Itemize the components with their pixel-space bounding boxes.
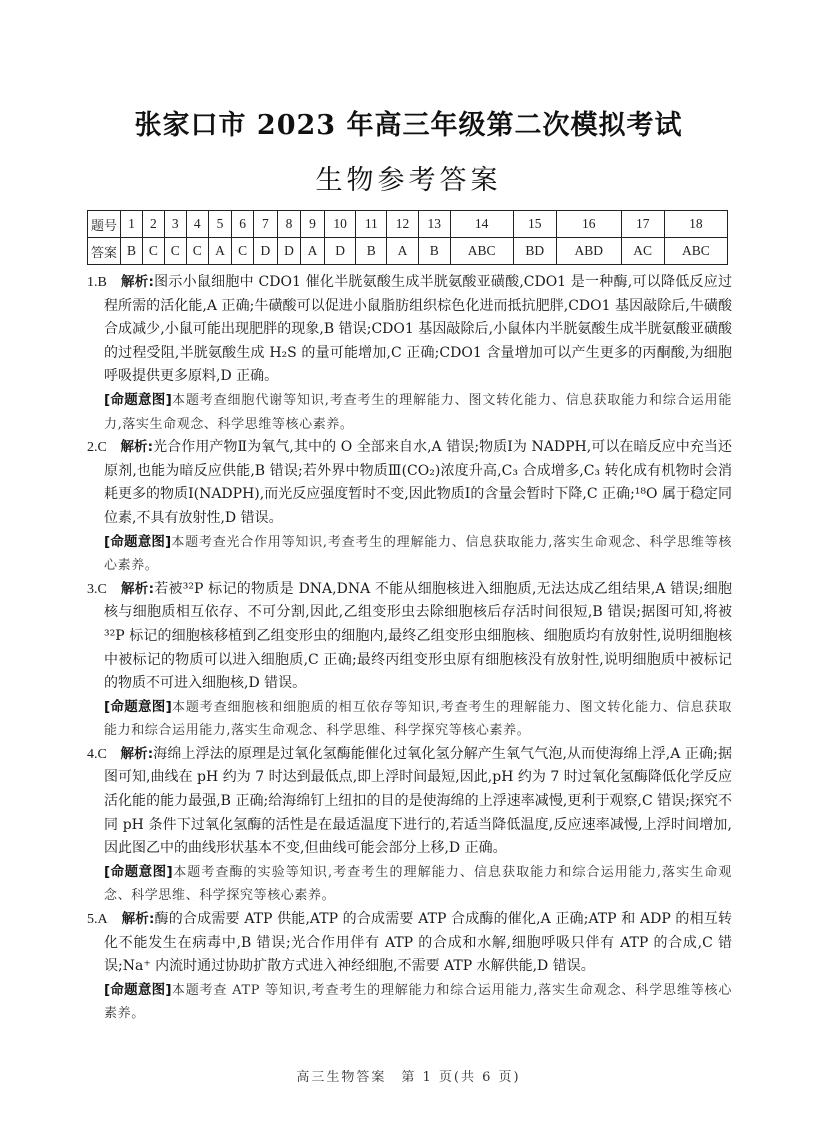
- question-number: 2.: [87, 440, 98, 456]
- page-footer: 高三生物答案 第 1 页(共 6 页): [296, 1070, 521, 1085]
- analysis-text: 海绵上浮法的原理是过氧化氢酶能催化过氧化氢分解产生氧气气泡,从而使海绵上浮,A 正确;据图可知,曲线在 pH 约为 7 时达到最低点,即上浮时间最短,因此,pH 约为 7 时过氧化氢酶降低化学反应活化能的能力最强,B 正确;给海绵钉上纽扣的目的是使海绵的上浮速率减慢,更利于观察,C 错误;探究不同 pH 条件下过氧化氢酶的活性是在最适温度下进行的,若适当降低温度,反应速率减慢,上浮时间增加,因此图乙中的曲线形状基本不变,但曲线可能会部分上移,D 正确。: [104, 745, 732, 857]
- question-number-row: [88, 211, 728, 238]
- question-explanation: [87, 743, 732, 861]
- intent-text: 本题考查酶的实验等知识,考查考生的理解能力、信息获取能力和综合运用能力,落实生命观念、科学思维、科学探究等核心素养。: [104, 864, 732, 904]
- answer-cell: ABC: [450, 238, 513, 265]
- intent-text: 本题考查光合作用等知识,考查考生的理解能力、信息获取能力,落实生命观念、科学思维等核心素养。: [104, 534, 733, 574]
- answer-cell: BD: [513, 238, 556, 265]
- intent-text: 本题考查细胞核和细胞质的相互依存等知识,考查考生的理解能力、图文转化能力、信息获取能力和综合运用能力,落实生命观念、科学思维、科学探究等核心素养。: [104, 699, 732, 739]
- question-answer: C: [97, 581, 107, 597]
- question-explanation: [87, 436, 732, 530]
- answer-cell: D: [277, 238, 301, 265]
- question-number-cell: 8: [277, 211, 301, 238]
- question-number-cell: 7: [254, 211, 278, 238]
- design-intent: [87, 389, 732, 436]
- analysis-label: 解析:: [121, 911, 155, 928]
- question-number-cell: 13: [418, 211, 450, 238]
- answer-cell: A: [208, 238, 232, 265]
- answer-cell: C: [142, 238, 164, 265]
- question-number: 3.: [87, 581, 98, 597]
- answer-cell: D: [254, 238, 278, 265]
- document-subtitle: 生物参考答案: [315, 165, 502, 196]
- question-number-cell: 11: [356, 211, 387, 238]
- question-number-cell: 10: [324, 211, 356, 238]
- analysis-text: 光合作用产物Ⅱ为氧气,其中的 O 全部来自水,A 错误;物质Ⅰ为 NADPH,可以在暗反应中充当还原剂,也能为暗反应供能,B 错误;若外界中物质Ⅲ(CO₂)浓度升高,C₃ 合成增多,C₃ 转化成有机物时会消耗更多的物质Ⅰ(NADPH),而光反应强度暂时不变,因此物质Ⅰ的含量会暂时下降,C 正确;¹⁸O 属于稳定同位素,不具有放射性,D 错误。: [104, 439, 732, 526]
- question-number-cell: 5: [208, 211, 232, 238]
- question-answer: B: [97, 275, 107, 290]
- answer-table: [87, 210, 728, 265]
- intent-label: [命题意图]: [104, 533, 172, 550]
- question-number-cell: 17: [621, 211, 664, 238]
- answer-cell: ABC: [664, 238, 727, 265]
- answer-cell: C: [164, 238, 186, 265]
- answer-row-label: 答案: [88, 238, 121, 265]
- question-row-label: 题号: [88, 211, 121, 238]
- question-number-cell: 15: [513, 211, 556, 238]
- intent-label: [命题意图]: [104, 863, 173, 880]
- question-explanation: [87, 908, 732, 979]
- question-explanation: [87, 271, 732, 389]
- document-title: 张家口市 2023 年高三年级第二次模拟考试: [134, 110, 683, 141]
- question-number-cell: 3: [164, 211, 186, 238]
- question-number-cell: 14: [450, 211, 513, 238]
- question-number-cell: 4: [186, 211, 208, 238]
- answer-cell: B: [418, 238, 450, 265]
- question-number-cell: 12: [387, 211, 419, 238]
- answer-cell: C: [232, 238, 254, 265]
- question-number-cell: 9: [301, 211, 325, 238]
- intent-label: [命题意图]: [104, 391, 172, 408]
- intent-label: [命题意图]: [104, 698, 172, 715]
- answer-cell: C: [186, 238, 208, 265]
- question-number-cell: 18: [664, 211, 727, 238]
- explanations: [87, 271, 732, 1026]
- question-answer: A: [97, 912, 108, 928]
- analysis-label: 解析:: [120, 439, 153, 456]
- answer-cell: B: [121, 238, 143, 265]
- question-explanation: [87, 578, 732, 696]
- analysis-label: 解析:: [121, 580, 154, 597]
- question-number: 4.: [87, 746, 98, 762]
- design-intent: [87, 696, 732, 743]
- design-intent: [87, 861, 732, 908]
- question-answer: C: [97, 440, 107, 456]
- answer-cell: B: [356, 238, 387, 265]
- analysis-label: 解析:: [120, 745, 154, 762]
- question-number-cell: 2: [142, 211, 164, 238]
- analysis-text: 若被³²P 标记的物质是 DNA,DNA 不能从细胞核进入细胞质,无法达成乙组结果,A 错误;细胞核与细胞质相互依存、不可分割,因此,乙组变形虫去除细胞核后存活时间很短,B 错误;据图可知,将被³²P 标记的细胞核移植到乙组变形虫的细胞内,最终乙组变形虫细胞核、细胞质均有放射性,说明细胞核中被标记的物质可以进入细胞质,C 正确;最终丙组变形虫原有细胞核没有放射性,说明细胞质中被标记的物质不可进入细胞核,D 错误。: [104, 580, 732, 692]
- intent-text: 本题考查 ATP 等知识,考查考生的理解能力和综合运用能力,落实生命观念、科学思维等核心素养。: [104, 982, 732, 1022]
- answer-cell: A: [387, 238, 419, 265]
- question-number: 5.: [87, 912, 98, 928]
- question-answer: C: [97, 746, 107, 762]
- design-intent: [87, 531, 732, 578]
- question-number-cell: 6: [232, 211, 254, 238]
- answer-row: [88, 238, 728, 265]
- analysis-label: 解析:: [120, 274, 154, 290]
- question-number-cell: 1: [121, 211, 143, 238]
- analysis-text: 图示小鼠细胞中 CDO1 催化半胱氨酸生成半胱氨酸亚磺酸,CDO1 是一种酶,可以降低反应过程所需的活化能,A 正确;牛磺酸可以促进小鼠脂肪组织棕色化进而抵抗肥胖,CDO1 基因敲除后,牛磺酸合成减少,小鼠可能出现肥胖的现象,B 错误;CDO1 基因敲除后,小鼠体内半胱氨酸生成半胱氨酸亚磺酸的过程受阻,半胱氨酸生成 H₂S 的量可能增加,C 正确;CDO1 含量增加可以产生更多的丙酮酸,为细胞呼吸提供更多原料,D 正确。: [104, 274, 732, 385]
- intent-label: [命题意图]: [104, 981, 172, 998]
- intent-text: 本题考查细胞代谢等知识,考查考生的理解能力、图文转化能力、信息获取能力和综合运用能力,落实生命观念、科学思维等核心素养。: [104, 392, 732, 432]
- answer-cell: AC: [621, 238, 664, 265]
- question-number-cell: 16: [556, 211, 621, 238]
- answer-cell: D: [324, 238, 356, 265]
- design-intent: [87, 979, 732, 1026]
- answer-cell: A: [301, 238, 325, 265]
- analysis-text: 酶的合成需要 ATP 供能,ATP 的合成需要 ATP 合成酶的催化,A 正确;ATP 和 ADP 的相互转化不能发生在病毒中,B 错误;光合作用伴有 ATP 的合成和水解,细胞呼吸只伴有 ATP 的合成,C 错误;Na⁺ 内流时通过协助扩散方式进入神经细胞,不需要 ATP 水解供能,D 错误。: [104, 911, 733, 975]
- question-number: 1.: [87, 275, 98, 290]
- answer-cell: ABD: [556, 238, 621, 265]
